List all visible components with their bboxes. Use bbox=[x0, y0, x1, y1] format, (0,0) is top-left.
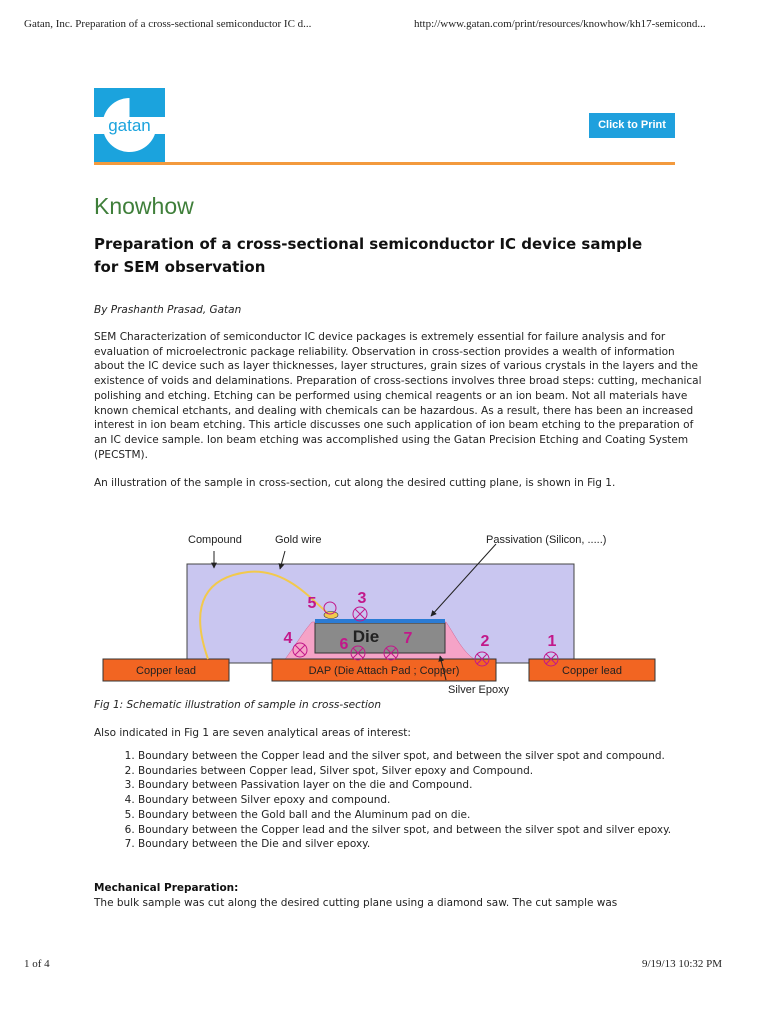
list-item: 5. Boundary between the Gold ball and the Aluminum pad on die. bbox=[138, 808, 698, 823]
illustration-paragraph: An illustration of the sample in cross-section, cut along the desired cutting plane, is shown in Fig 1. bbox=[94, 477, 616, 489]
page-title: Gatan, Inc. Preparation of a cross-sectional semiconductor IC d... bbox=[24, 18, 312, 30]
figure-1 bbox=[98, 522, 660, 700]
print-header bbox=[24, 18, 744, 34]
list-item: 6. Boundary between the Copper lead and the silver spot, and between the silver spot and silver epoxy. bbox=[138, 823, 698, 838]
click-to-print-button[interactable]: Click to Print bbox=[589, 113, 675, 138]
die bbox=[315, 623, 445, 653]
marker-label-3: 3 bbox=[357, 590, 367, 607]
label-silver-epoxy: Silver Epoxy bbox=[448, 684, 510, 696]
areas-intro: Also indicated in Fig 1 are seven analytical areas of interest: bbox=[94, 727, 411, 739]
list-item: 3. Boundary between Passivation layer on the die and Compound. bbox=[138, 778, 698, 793]
label-compound: Compound bbox=[188, 534, 242, 546]
label-die: Die bbox=[352, 627, 380, 646]
mechanical-paragraph: The bulk sample was cut along the desired cutting plane using a diamond saw. The cut sample was bbox=[94, 897, 618, 909]
marker-label-1: 1 bbox=[547, 633, 557, 650]
areas-list bbox=[122, 749, 698, 852]
marker-label-7: 7 bbox=[403, 630, 413, 647]
article-title: Preparation of a cross-sectional semiconductor IC device sample for SEM observation bbox=[94, 235, 643, 276]
marker-label-6: 6 bbox=[339, 636, 349, 653]
label-dap: DAP (Die Attach Pad ; Copper) bbox=[308, 665, 460, 677]
list-item: 2. Boundaries between Copper lead, Silver spot, Silver epoxy and Compound. bbox=[138, 764, 698, 779]
logo-text: gatan bbox=[108, 116, 151, 135]
label-gold-wire: Gold wire bbox=[275, 534, 322, 546]
list-item: 7. Boundary between the Die and silver epoxy. bbox=[138, 837, 698, 852]
label-passivation: Passivation (Silicon, .....) bbox=[486, 534, 607, 546]
page-url: http://www.gatan.com/print/resources/knowhow/kh17-semicond... bbox=[414, 18, 706, 30]
figure-caption: Fig 1: Schematic illustration of sample in cross-section bbox=[94, 699, 382, 711]
intro-paragraph: SEM Characterization of semiconductor IC device packages is extremely essential for failure analysis and for evaluation of microelectronic package reliability. Observation in cross-section provides a wealth of information about the IC device such as layer thicknesses, layer structures, grain sizes of various crystals in the layers and the existence of voids and delaminations. Preparation of cross-sections involves three broad steps: cutting, mechanical polishing and etching. Etching can be performed using chemical reagents or an ion beam. Not all materials have known chemical etchants, and dealing with chemicals can be hazardous. As a result, there has been an increased interest in ion beam etching. This article discusses one such application of ion beam etching to the preparation of an IC device sample. Ion beam etching was accomplished using the Gatan Precision Etching and Coating System (PECSTM). bbox=[94, 331, 702, 461]
marker-label-5: 5 bbox=[307, 595, 317, 612]
marker-label-4: 4 bbox=[283, 630, 293, 647]
byline: By Prashanth Prasad, Gatan bbox=[94, 304, 242, 316]
mechanical-heading: Mechanical Preparation: bbox=[94, 882, 239, 894]
section-title: Knowhow bbox=[94, 193, 194, 219]
list-item: 1. Boundary between the Copper lead and the silver spot, and between the silver spot and compound. bbox=[138, 749, 698, 764]
print-timestamp: 9/19/13 10:32 PM bbox=[642, 958, 723, 970]
page-number: 1 of 4 bbox=[24, 958, 50, 970]
passivation-layer bbox=[315, 619, 445, 623]
label-copper-lead-right: Copper lead bbox=[562, 665, 622, 677]
header-divider bbox=[94, 162, 675, 165]
label-copper-lead-left: Copper lead bbox=[136, 665, 196, 677]
list-item: 4. Boundary between Silver epoxy and compound. bbox=[138, 793, 698, 808]
gatan-logo[interactable] bbox=[94, 88, 165, 162]
marker-label-2: 2 bbox=[480, 633, 490, 650]
